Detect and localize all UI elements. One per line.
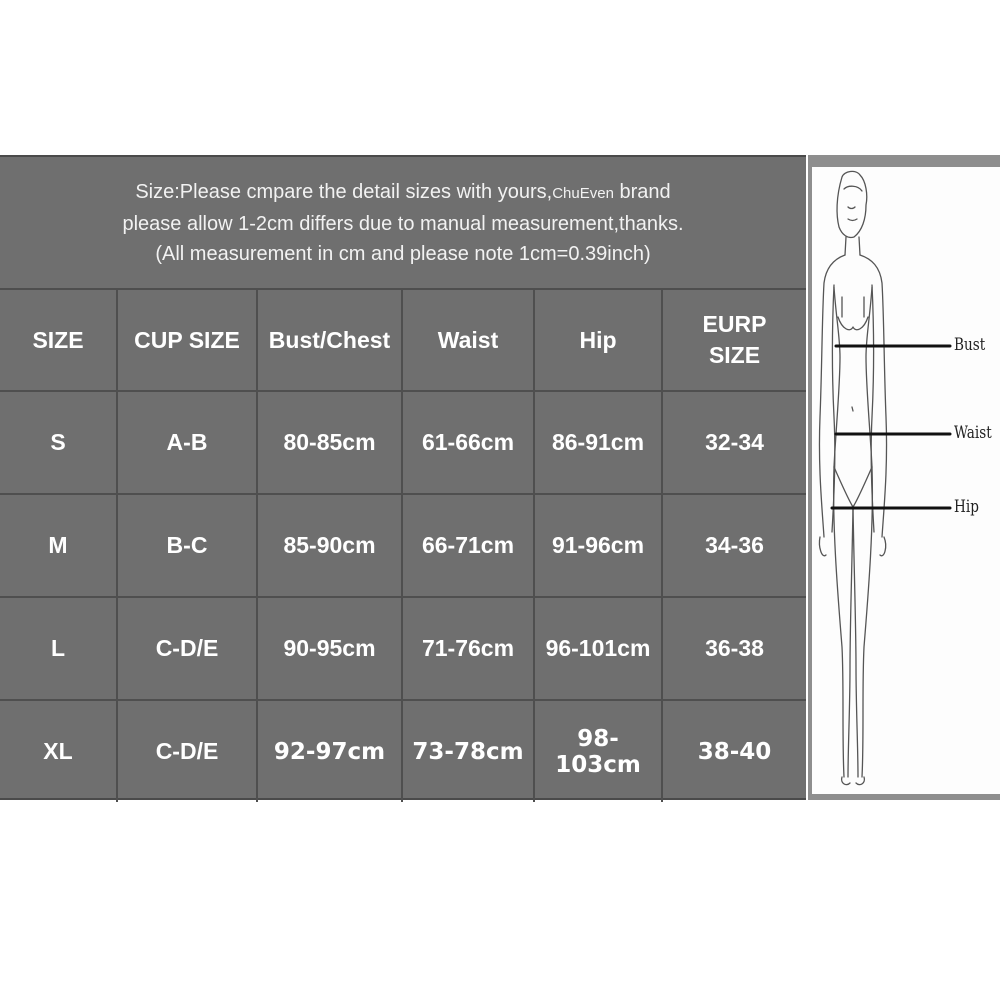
- cell-bust: 80-85cm: [257, 391, 402, 494]
- table-row: [0, 700, 806, 802]
- table-row: [0, 494, 806, 597]
- body-outline-illustration: [812, 167, 1000, 794]
- cell-eurp: 34-36: [662, 494, 806, 597]
- cell-waist: 66-71cm: [402, 494, 534, 597]
- cell-cup-size: C-D/E: [117, 700, 257, 802]
- header-eurp-size: [662, 290, 806, 391]
- table-row: [0, 391, 806, 494]
- size-table: [0, 290, 806, 802]
- table-row: [0, 597, 806, 700]
- cell-size: S: [0, 391, 117, 494]
- note-line-1-text: Size:Please cmpare the detail sizes with yours,: [135, 180, 553, 203]
- bust-label: Bust: [954, 335, 986, 355]
- cell-hip: 86-91cm: [534, 391, 662, 494]
- cell-waist: 71-76cm: [402, 597, 534, 700]
- header-hip: Hip: [534, 290, 662, 391]
- note-line-2: please allow 1-2cm differs due to manual measurement,thanks.: [122, 212, 684, 235]
- hip-label: Hip: [954, 497, 979, 517]
- cell-hip: 96-101cm: [534, 597, 662, 700]
- body-figure-panel: [808, 155, 1000, 800]
- cell-bust: 85-90cm: [257, 494, 402, 597]
- header-waist: Waist: [402, 290, 534, 391]
- size-chart: [0, 155, 1000, 800]
- cell-cup-size: B-C: [117, 494, 257, 597]
- note-line-3: (All measurement in cm and please note 1cm=0.39inch): [155, 242, 651, 265]
- cell-eurp: 38-40: [662, 700, 806, 802]
- size-table-panel: [0, 155, 806, 800]
- cell-bust: 92-97cm: [257, 700, 402, 802]
- cell-size: M: [0, 494, 117, 597]
- cell-cup-size: C-D/E: [117, 597, 257, 700]
- cell-hip: 98-103cm: [534, 700, 662, 802]
- cell-hip: 91-96cm: [534, 494, 662, 597]
- cell-eurp: 36-38: [662, 597, 806, 700]
- cell-size: L: [0, 597, 117, 700]
- cell-size: XL: [0, 700, 117, 802]
- cell-waist: 61-66cm: [402, 391, 534, 494]
- size-note: [0, 157, 806, 290]
- table-header-row: [0, 290, 806, 391]
- waist-label: Waist: [954, 423, 992, 443]
- header-eurp-line2: SIZE: [708, 342, 761, 368]
- note-line-1: [135, 177, 670, 209]
- note-line-1-suffix: brand: [613, 180, 671, 203]
- cell-cup-size: A-B: [117, 391, 257, 494]
- cell-eurp: 32-34: [662, 391, 806, 494]
- brand-name: ChuEven: [552, 184, 614, 202]
- header-eurp-line1: EURP: [702, 311, 767, 337]
- cell-bust: 90-95cm: [257, 597, 402, 700]
- header-bust-chest: Bust/Chest: [257, 290, 402, 391]
- header-cup-size: CUP SIZE: [117, 290, 257, 391]
- body-figure-card: [812, 167, 1000, 794]
- header-size: SIZE: [0, 290, 117, 391]
- cell-waist: 73-78cm: [402, 700, 534, 802]
